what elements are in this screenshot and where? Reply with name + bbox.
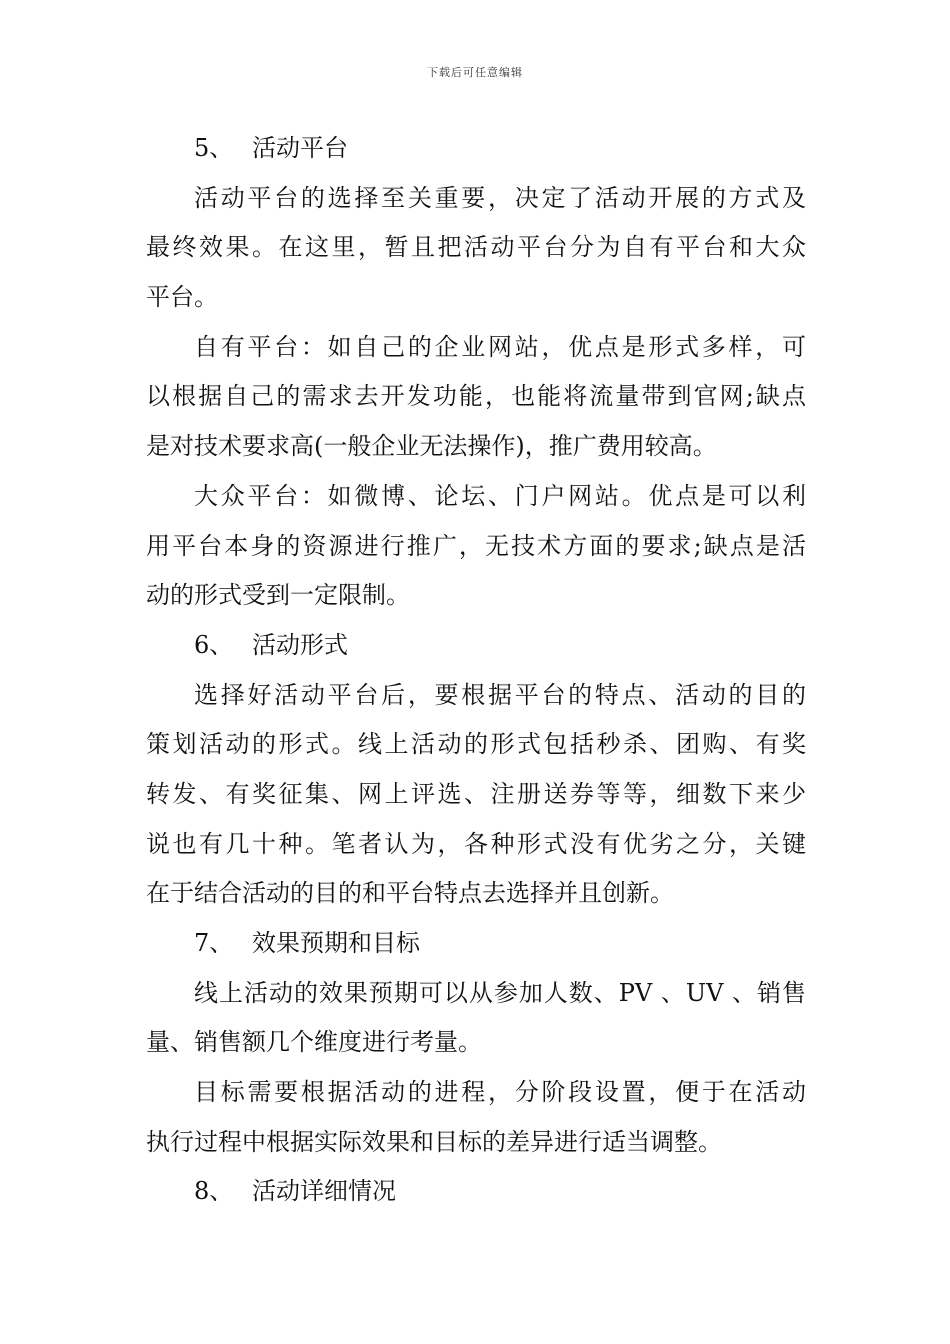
section-title: 活动平台 <box>252 134 348 162</box>
paragraph-expected-effect <box>146 969 806 1068</box>
section-number: 5、 <box>194 134 234 162</box>
paragraph-line: 选择好活动平台后，要根据平台的特点、活动的目的 <box>194 680 806 709</box>
paragraph-line: 用平台本身的资源进行推广，无技术方面的要求;缺点是活 <box>146 531 806 560</box>
section-title: 活动形式 <box>252 630 348 659</box>
paragraph-line: 平台。 <box>146 283 218 312</box>
page-header: 下载后可任意编辑 <box>427 66 523 79</box>
paragraph-public-platform <box>146 472 806 621</box>
paragraph-line: 说也有几十种。笔者认为，各种形式没有优劣之分，关键 <box>146 829 806 858</box>
paragraph-goal-setting <box>146 1068 806 1167</box>
paragraph-platform-intro <box>146 174 806 323</box>
paragraph-line: 转发、有奖征集、网上评选、注册送券等等，细数下来少 <box>146 779 806 808</box>
paragraph-line: 策划活动的形式。线上活动的形式包括秒杀、团购、有奖 <box>146 730 806 759</box>
section-heading-5 <box>146 124 806 174</box>
paragraph-line: 最终效果。在这里，暂且把活动平台分为自有平台和大众 <box>146 233 806 262</box>
paragraph-line: 线上活动的效果预期可以从参加人数、PV 、UV 、销售 <box>194 978 806 1007</box>
paragraph-line: 以根据自己的需求去开发功能，也能将流量带到官网;缺点 <box>146 382 806 411</box>
section-heading-6 <box>146 621 806 671</box>
paragraph-line: 在于结合活动的目的和平台特点去选择并且创新。 <box>146 879 674 908</box>
section-number: 7、 <box>194 929 234 957</box>
section-number: 8、 <box>194 1177 234 1206</box>
paragraph-line: 活动平台的选择至关重要，决定了活动开展的方式及 <box>194 183 806 212</box>
paragraph-own-platform <box>146 323 806 472</box>
paragraph-line: 动的形式受到一定限制。 <box>146 581 410 610</box>
section-heading-8 <box>146 1167 806 1217</box>
document-body <box>146 124 806 1217</box>
section-heading-7 <box>146 919 806 969</box>
paragraph-line: 执行过程中根据实际效果和目标的差异进行适当调整。 <box>146 1127 722 1156</box>
paragraph-line: 大众平台：如微博、论坛、门户网站。优点是可以利 <box>194 481 806 510</box>
paragraph-line: 量、销售额几个维度进行考量。 <box>146 1028 482 1057</box>
section-title: 活动详细情况 <box>252 1177 396 1206</box>
paragraph-line: 是对技术要求高(一般企业无法操作)，推广费用较高。 <box>146 432 717 461</box>
paragraph-line: 自有平台：如自己的企业网站，优点是形式多样，可 <box>194 332 806 361</box>
paragraph-activity-form <box>146 671 806 919</box>
section-title: 效果预期和目标 <box>252 929 420 957</box>
paragraph-line: 目标需要根据活动的进程，分阶段设置，便于在活动 <box>194 1078 806 1107</box>
section-number: 6、 <box>194 630 234 659</box>
